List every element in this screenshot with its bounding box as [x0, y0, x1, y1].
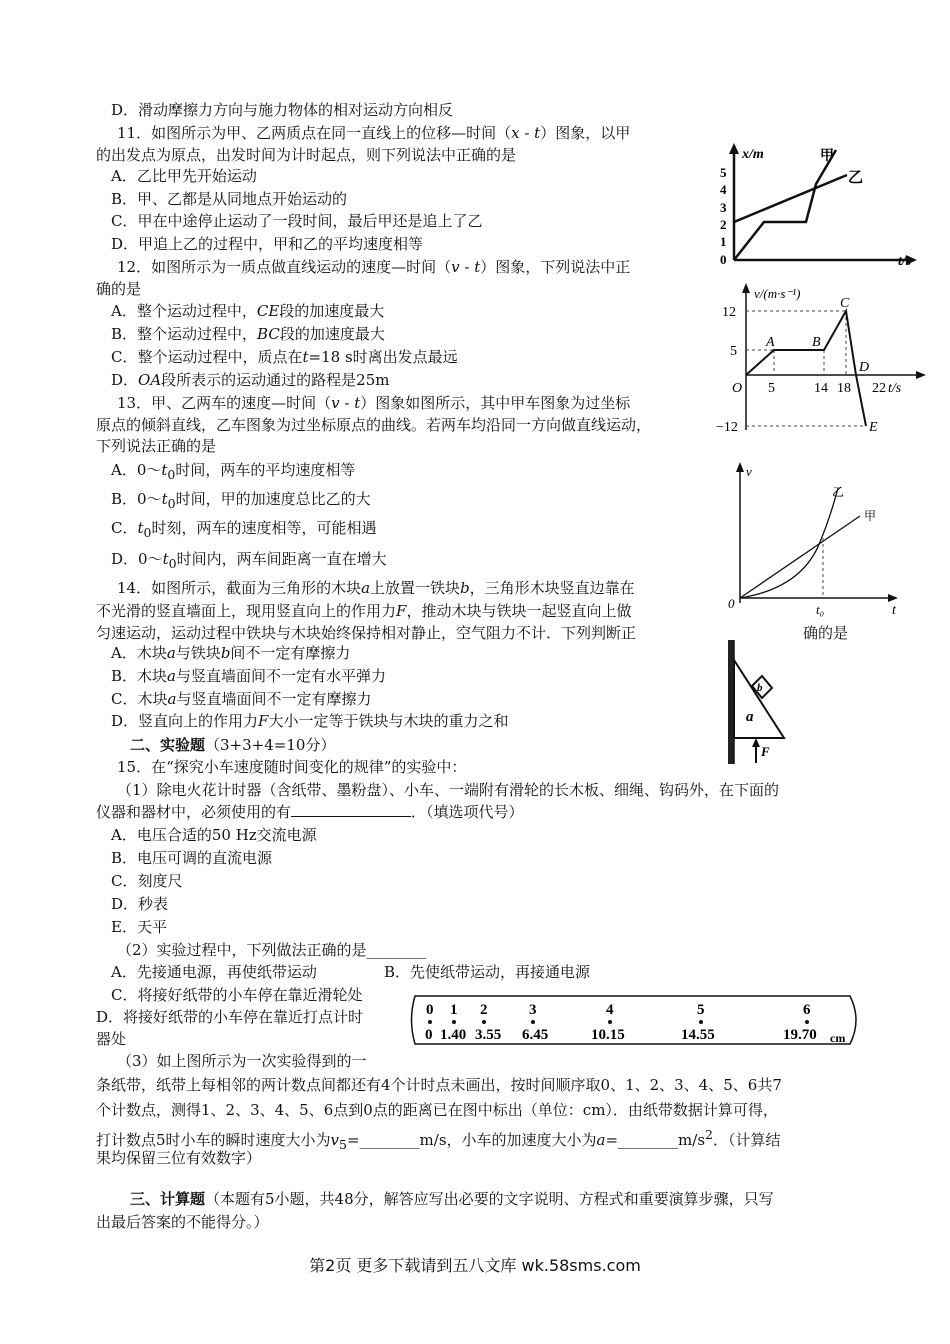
q14-stem: 14．如图所示，截面为三角形的木块a上放置一铁块b，三角形木块竖直边靠在 — [117, 579, 635, 597]
xtick-5: 5 — [768, 381, 775, 396]
y-axis-arrow — [736, 462, 744, 472]
tape-dot-1 — [452, 1020, 456, 1024]
y-axis-arrow — [729, 143, 739, 154]
q11-stem: 11．如图所示为甲、乙两质点在同一直线上的位移—时间（x - t）图象，以甲 — [117, 124, 631, 142]
answer-blank[interactable] — [291, 816, 411, 817]
q12-vt-graph — [716, 280, 936, 444]
q13-stem-cont1: 原点的倾斜直线，乙车图象为过坐标原点的曲线。若两车均沿同一方向做直线运动， — [96, 416, 652, 434]
tape-point-label-1: 1 — [450, 1002, 458, 1018]
tape-unit: cm — [830, 1031, 846, 1045]
q14-stem-tail: 确的是 — [803, 624, 849, 642]
q11-option-b: B．甲、乙都是从同地点开始运动的 — [111, 190, 348, 208]
tape-point-label-5: 5 — [697, 1002, 705, 1018]
tape-dot-4 — [608, 1020, 612, 1024]
point-e: E — [869, 420, 878, 435]
q13-option-d: D．$0\sim t_0$时间内，两车间距离一直在增大 — [111, 550, 387, 571]
label-jia: 甲 — [820, 149, 834, 164]
ytick-m12: −12 — [716, 420, 738, 435]
origin-label: O — [732, 381, 743, 396]
tape-point-label-2: 2 — [480, 1002, 488, 1018]
tape-dot-5 — [699, 1020, 703, 1024]
tape-value-1: 1.40 — [440, 1027, 467, 1043]
ytick-3: 3 — [720, 200, 727, 215]
tape-point-label-3: 3 — [529, 1002, 537, 1018]
q15-part1-line2: 仪器和器材中，必须使用的有 ．（填选项代号） — [96, 803, 524, 821]
label-jia: 甲 — [864, 509, 877, 523]
tape-dot-2 — [482, 1020, 486, 1024]
vt-line — [746, 311, 866, 426]
q14-stem-cont2: 匀速运动，运动过程中铁块与木块始终保持相对静止，空气阻力不计．下列判断正 — [96, 624, 637, 642]
q15-p1-option-a: A．电压合适的50 Hz交流电源 — [111, 826, 317, 844]
q14-wedge-figure — [722, 638, 802, 772]
q12-stem: 12．如图所示为一质点做直线运动的速度—时间（v - t）图象，下列说法中正 — [117, 258, 631, 276]
wedge-a — [734, 660, 784, 738]
ytick-0: 0 — [720, 252, 727, 267]
tape-value-2: 3.55 — [475, 1027, 502, 1043]
tape-value-4: 10.15 — [591, 1027, 625, 1043]
q15-part3-line3: 个计数点，测得1、2、3、4、5、6点到0点的距离已在图中标出（单位：cm）．由纸带数据计算可得， — [96, 1101, 778, 1119]
q15-p2-option-b: B．先使纸带运动，再接通电源 — [384, 963, 591, 981]
q15-p1-option-d: D．秒表 — [111, 895, 169, 913]
tape-point-label-6: 6 — [803, 1002, 811, 1018]
q13-stem: 13．甲、乙两车的速度—时间（v - t）图象如图所示，其中甲车图象为过坐标 — [117, 394, 631, 412]
xtick-22: 22 — [872, 381, 886, 396]
point-b: B — [812, 335, 821, 350]
tape-point-label-4: 4 — [606, 1002, 614, 1018]
q15-part3-line4: 打计数点5时小车的瞬时速度大小为$v_5=\_\_\_\_\_\_\_\_m/s$，小车的加速度大小为$a=\_\_\_\_\_\_\_\_m/s^2$．（计算结 — [96, 1127, 781, 1152]
tape-value-6: 19.70 — [783, 1027, 817, 1043]
q14-option-c: C．木块a与竖直墙面间不一定有摩擦力 — [111, 690, 372, 708]
jia-line — [734, 150, 836, 260]
paper-tape-figure — [410, 990, 865, 1054]
q12-stem-cont: 确的是 — [96, 280, 142, 298]
q12-option-b: B．整个运动过程中，BC段的加速度最大 — [111, 325, 385, 343]
q14-option-b: B．木块a与竖直墙面间不一定有水平弹力 — [111, 667, 386, 685]
q15-part3-line5: 果均保留三位有效数字） — [96, 1149, 262, 1167]
point-c: C — [840, 296, 850, 311]
y-axis-label: v — [746, 464, 752, 479]
tape-value-3: 6.45 — [522, 1027, 549, 1043]
q13-option-c: C．$t_0$时刻，两车的速度相等，可能相遇 — [111, 519, 377, 540]
q14-stem-cont1: 不光滑的竖直墙面上，现用竖直向上的作用力F，推动木块与铁块一起竖直向上做 — [96, 602, 632, 620]
q11-option-d: D．甲追上乙的过程中，甲和乙的平均速度相等 — [111, 235, 424, 253]
ytick-12: 12 — [722, 305, 736, 320]
ytick-5: 5 — [730, 344, 737, 359]
q14-option-a: A．木块a与铁块b间不一定有摩擦力 — [111, 644, 351, 662]
q15-part2-stem: （2）实验过程中，下列做法正确的是________ — [117, 941, 427, 959]
q12-option-a: A．整个运动过程中，CE段的加速度最大 — [111, 302, 385, 320]
q11-option-c: C．甲在中途停止运动了一段时间，最后甲还是追上了乙 — [111, 212, 483, 230]
section3-desc-cont: 出最后答案的不能得分。） — [96, 1213, 269, 1231]
q15-part1-line1: （1）除电火花计时器（含纸带、墨粉盘）、小车、一端附有滑轮的长木板、细绳、钩码外，在下面的 — [117, 781, 780, 799]
tape-value-5: 14.55 — [681, 1027, 715, 1043]
q15-part3-line2: 条纸带，纸带上每相邻的两计数点间都还有4个计时点未画出，按时间顺序取0、1、2、3、4、5、6共7 — [96, 1076, 782, 1094]
q15-p1-option-e: E．天平 — [111, 918, 167, 936]
y-axis-arrow — [742, 283, 750, 293]
q12-option-c: C．整个运动过程中，质点在t=18 s时离出发点最远 — [111, 348, 458, 366]
xtick-14: 14 — [814, 381, 828, 396]
tape-point-label-0: 0 — [426, 1002, 434, 1018]
label-yi: 乙 — [832, 485, 845, 499]
point-a: A — [766, 335, 775, 350]
q15-p2-option-d: D．将接好纸带的小车停在靠近打点计时 — [96, 1008, 364, 1026]
origin-label: 0 — [728, 596, 735, 611]
xtick-18: 18 — [837, 381, 851, 396]
force-arrowhead — [752, 738, 760, 747]
tape-dot-3 — [531, 1020, 535, 1024]
q13-vt-graph — [722, 458, 912, 622]
label-b: b — [757, 682, 763, 694]
q11-stem-cont: 的出发点为原点，出发时间为计时起点，则下列说法中正确的是 — [96, 146, 517, 164]
label-a: a — [746, 709, 754, 725]
tape-dot-0 — [428, 1020, 432, 1024]
jia-line — [740, 516, 860, 598]
q11-option-a: A．乙比甲先开始运动 — [111, 167, 257, 185]
section3-header: 三、计算题（本题有5小题，共48分，解答应写出必要的文字说明、方程式和重要演算步骤，只写 — [130, 1190, 774, 1208]
q15-stem: 15．在“探究小车速度随时间变化的规律”的实验中： — [117, 758, 467, 776]
label-yi: 乙 — [848, 170, 864, 186]
label-f: F — [761, 744, 770, 759]
section2-title: 二、实验题（3+3+4=10分） — [130, 736, 336, 754]
page-footer: 第2页 更多下载请到五八文库 wk.58sms.com — [309, 1256, 641, 1275]
y-axis-label: x/m — [742, 147, 764, 162]
q15-part3-line1: （3）如上图所示为一次实验得到的一 — [117, 1052, 367, 1070]
ytick-4: 4 — [720, 182, 727, 197]
point-d: D — [859, 360, 870, 375]
ytick-5: 5 — [720, 165, 727, 180]
ytick-2: 2 — [720, 217, 727, 232]
q13-option-b: B．$0\sim t_0$时间，甲的加速度总比乙的大 — [111, 490, 371, 511]
tape-dot-6 — [805, 1020, 809, 1024]
q10-option-d: D．滑动摩擦力方向与施力物体的相对运动方向相反 — [111, 101, 454, 119]
q13-option-a: A．$0\sim t_0$时间，两车的平均速度相等 — [111, 461, 356, 482]
x-axis-arrow — [916, 371, 926, 379]
q15-p2-option-a: A．先接通电源，再使纸带运动 — [111, 963, 317, 981]
x-axis-label: t — [892, 603, 896, 618]
q15-p2-option-d-cont: 器处 — [96, 1030, 127, 1048]
q14-option-d: D．竖直向上的作用力F大小一定等于铁块与木块的重力之和 — [111, 712, 509, 730]
yi-line — [734, 175, 847, 222]
q15-p1-option-b: B．电压可调的直流电源 — [111, 849, 273, 867]
x-axis-label: t/s — [898, 254, 912, 268]
x-axis-arrow — [888, 594, 898, 602]
t0-label: t₀ — [816, 602, 825, 617]
q13-stem-cont2: 下列说法正确的是 — [96, 437, 217, 455]
q11-xt-graph — [712, 138, 922, 272]
q15-p1-option-c: C．刻度尺 — [111, 872, 183, 890]
y-axis-label: v/(m·s⁻¹) — [754, 286, 801, 301]
q15-p2-option-c: C．将接好纸带的小车停在靠近滑轮处 — [111, 986, 363, 1004]
q12-option-d: D．OA段所表示的运动通过的路程是25m — [111, 371, 390, 389]
tape-value-0: 0 — [425, 1027, 433, 1043]
x-axis-label: t/s — [888, 381, 902, 396]
ytick-1: 1 — [720, 234, 727, 249]
